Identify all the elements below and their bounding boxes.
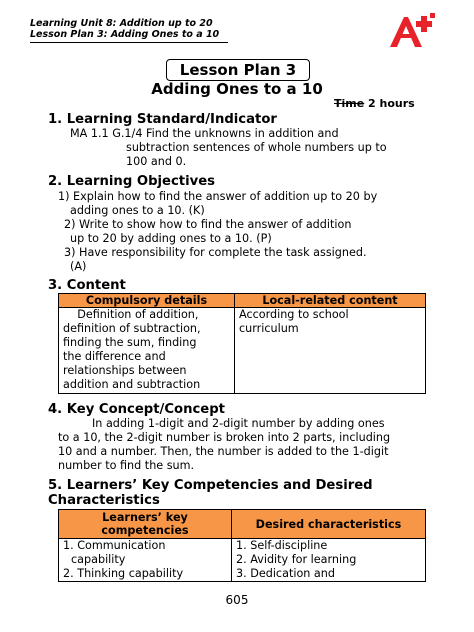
a-plus-logo-icon — [388, 12, 438, 48]
cell-line: 3. Dedication and — [236, 567, 335, 580]
cell-line: 2. Thinking capability — [63, 567, 184, 580]
concept-line-1: In adding 1-digit and 2-digit number by adding ones — [92, 417, 385, 430]
header-rule — [30, 42, 228, 43]
lesson-subtitle: Adding Ones to a 10 — [151, 80, 323, 98]
objective-3-line-1: 3) Have responsibility for complete the task assigned. — [64, 246, 367, 259]
header-unit: Learning Unit 8: Addition up to 20 — [30, 18, 213, 29]
header-line: Learners’ key — [102, 511, 188, 524]
content-table — [58, 293, 426, 394]
standard-line-1: MA 1.1 G.1/4 Find the unknowns in addition and — [70, 127, 339, 140]
col-desired-characteristics: Desired characteristics — [232, 510, 426, 539]
section-4-heading: 4. Key Concept/Concept — [48, 402, 225, 417]
objective-1-line-2: adding ones to a 10. (K) — [70, 204, 205, 217]
cell-line: relationships between — [63, 364, 187, 377]
section-3-heading: 3. Content — [48, 278, 126, 293]
objective-3-line-2: (A) — [70, 260, 87, 273]
content-table-header — [59, 294, 426, 308]
section-1-heading: 1. Learning Standard/Indicator — [48, 112, 277, 127]
lesson-plan-title: Lesson Plan 3 — [166, 59, 310, 81]
page-number: 605 — [225, 593, 249, 607]
cell-line: capability — [71, 553, 126, 566]
cell-line: 1. Self-discipline — [236, 539, 328, 552]
concept-line-4: number to find the sum. — [58, 459, 195, 472]
cell-line: the difference and — [63, 350, 166, 363]
col-key-competencies — [59, 510, 232, 539]
col-compulsory-details: Compulsory details — [59, 294, 235, 308]
section-5-heading-cont: Characteristics — [48, 493, 160, 508]
competencies-table — [58, 509, 426, 582]
time-allotment — [334, 97, 415, 111]
standard-line-2: subtraction sentences of whole numbers up to — [126, 141, 387, 154]
concept-line-3: 10 and a number. Then, the number is added to the 1-digit — [58, 445, 389, 458]
competencies-table-row — [59, 539, 426, 582]
col-local-related-content: Local-related content — [235, 294, 426, 308]
concept-line-2: to a 10, the 2-digit number is broken into 2 parts, including — [58, 431, 391, 444]
section-2-heading: 2. Learning Objectives — [48, 174, 216, 189]
section-5-heading: 5. Learners’ Key Competencies and Desired — [48, 478, 373, 493]
cell-line: According to school — [239, 308, 349, 321]
cell-line: definition of subtraction, — [63, 322, 201, 335]
competencies-cell — [59, 539, 232, 582]
local-content-cell — [235, 308, 426, 394]
characteristics-cell — [232, 539, 426, 582]
header-lesson: Lesson Plan 3: Adding Ones to a 10 — [30, 29, 220, 40]
objective-2-line-1: 2) Write to show how to find the answer of addition — [64, 218, 352, 231]
content-table-row — [59, 308, 426, 394]
cell-line: Definition of addition, — [63, 308, 199, 321]
cell-line: 1. Communication — [63, 539, 166, 552]
objective-1-line-1: 1) Explain how to find the answer of addition up to 20 by — [58, 190, 378, 203]
cell-line: 2. Avidity for learning — [236, 553, 357, 566]
objective-2-line-2: up to 20 by adding ones to a 10. (P) — [70, 232, 272, 245]
competencies-table-header — [59, 510, 426, 539]
time-label: Time — [334, 97, 365, 110]
cell-line: curriculum — [239, 322, 299, 335]
cell-line: finding the sum, finding — [63, 336, 197, 349]
header-line: competencies — [101, 524, 189, 537]
compulsory-details-cell — [59, 308, 235, 394]
cell-line: addition and subtraction — [63, 378, 201, 391]
time-value: 2 hours — [364, 97, 415, 110]
standard-line-3: 100 and 0. — [126, 155, 187, 168]
